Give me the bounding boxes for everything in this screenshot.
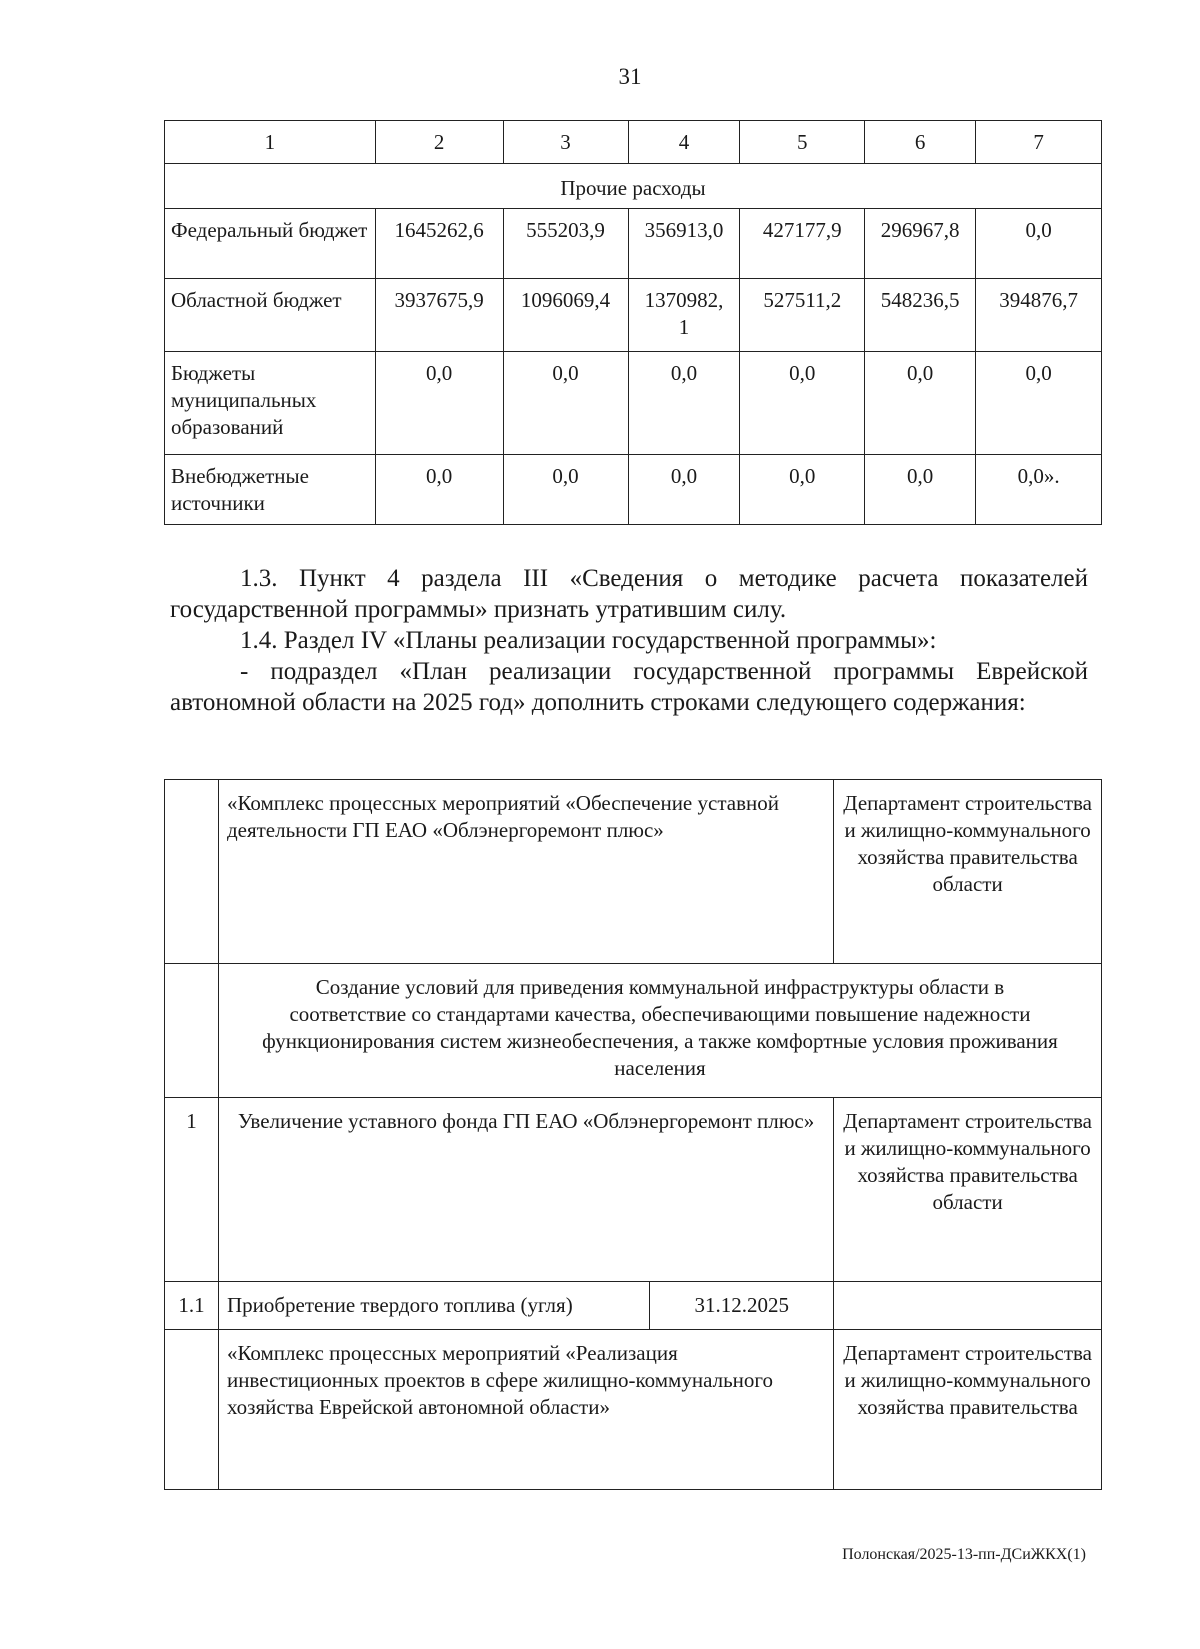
row-number: 1	[165, 1098, 219, 1282]
header-cell: 7	[976, 121, 1102, 164]
table-cell: 296967,8	[865, 209, 976, 279]
table-cell: 0,0	[740, 352, 865, 455]
activity-text: Приобретение твердого топлива (угля)	[218, 1282, 649, 1330]
responsible-cell: Департамент строительства и жилищно-коммунального хозяйства правительства	[834, 1330, 1102, 1490]
table-row	[165, 1282, 1102, 1330]
table-cell: 0,0	[503, 455, 628, 525]
date-cell: 31.12.2025	[650, 1282, 834, 1330]
table-cell: 0,0	[976, 352, 1102, 455]
table-cell: 0,0	[628, 455, 740, 525]
row-label: Бюджеты муниципальных образований	[165, 352, 376, 455]
row-number: 1.1	[165, 1282, 219, 1330]
table-cell: 0,0	[628, 352, 740, 455]
budget-table	[164, 120, 1102, 525]
row-number	[165, 780, 219, 964]
budget-section-row	[165, 164, 1102, 209]
table-cell: 0,0	[740, 455, 865, 525]
table-cell: 1370982, 1	[628, 279, 740, 352]
table-cell: 3937675,9	[375, 279, 503, 352]
row-label: Внебюджетные источники	[165, 455, 376, 525]
budget-header-row	[165, 121, 1102, 164]
table-cell: 0,0	[375, 455, 503, 525]
table-row	[165, 352, 1102, 455]
paragraph-1-3: 1.3. Пункт 4 раздела III «Сведения о методике расчета показателей государственной программы» признать утратившим силу.	[170, 565, 1088, 623]
table-row	[165, 1330, 1102, 1490]
row-label: Областной бюджет	[165, 279, 376, 352]
table-cell: 527511,2	[740, 279, 865, 352]
table-cell: 0,0».	[976, 455, 1102, 525]
responsible-cell	[834, 1282, 1102, 1330]
goal-text: Создание условий для приведения коммунальной инфраструктуры области в соответствие со стандартами качества, обеспечивающими повышение надежности функционирования систем жизнеобеспечения, а также комфортные условия проживания населения	[218, 964, 1101, 1098]
table-row	[165, 455, 1102, 525]
plan-table	[164, 779, 1102, 1490]
table-row	[165, 964, 1102, 1098]
table-cell: 394876,7	[976, 279, 1102, 352]
header-cell: 2	[375, 121, 503, 164]
header-cell: 3	[503, 121, 628, 164]
table-cell: 0,0	[503, 352, 628, 455]
row-number	[165, 1330, 219, 1490]
row-number	[165, 964, 219, 1098]
table-cell: 0,0	[865, 455, 976, 525]
activity-text: «Комплекс процессных мероприятий «Обеспечение уставной деятельности ГП ЕАО «Облэнергоремонт плюс»	[218, 780, 833, 964]
paragraph-subsection: - подраздел «План реализации государственной программы Еврейской автономной области на 2025 год» дополнить строками следующего содержания:	[170, 658, 1088, 716]
table-row	[165, 209, 1102, 279]
table-cell: 0,0	[375, 352, 503, 455]
activity-text: «Комплекс процессных мероприятий «Реализация инвестиционных проектов в сфере жилищно-коммунального хозяйства Еврейской автономной области»	[218, 1330, 833, 1490]
body-text	[170, 563, 1088, 718]
table-cell: 1096069,4	[503, 279, 628, 352]
table-row	[165, 780, 1102, 964]
header-cell: 1	[165, 121, 376, 164]
table-cell: 0,0	[976, 209, 1102, 279]
page-footer: Полонская/2025-13-пп-ДСиЖКХ(1)	[842, 1546, 1086, 1563]
table-cell: 555203,9	[503, 209, 628, 279]
header-cell: 6	[865, 121, 976, 164]
table-row	[165, 1098, 1102, 1282]
responsible-cell: Департамент строительства и жилищно-коммунального хозяйства правительства области	[834, 780, 1102, 964]
table-cell: 1645262,6	[375, 209, 503, 279]
header-cell: 5	[740, 121, 865, 164]
table-cell: 356913,0	[628, 209, 740, 279]
table-row	[165, 279, 1102, 352]
table-cell: 0,0	[865, 352, 976, 455]
header-cell: 4	[628, 121, 740, 164]
table-cell: 548236,5	[865, 279, 976, 352]
section-title: Прочие расходы	[165, 164, 1102, 209]
page-number: 31	[618, 64, 642, 89]
paragraph-1-4: 1.4. Раздел IV «Планы реализации государственной программы»:	[240, 627, 937, 654]
row-label: Федеральный бюджет	[165, 209, 376, 279]
responsible-cell: Департамент строительства и жилищно-коммунального хозяйства правительства области	[834, 1098, 1102, 1282]
activity-text: Увеличение уставного фонда ГП ЕАО «Облэнергоремонт плюс»	[218, 1098, 833, 1282]
table-cell: 427177,9	[740, 209, 865, 279]
